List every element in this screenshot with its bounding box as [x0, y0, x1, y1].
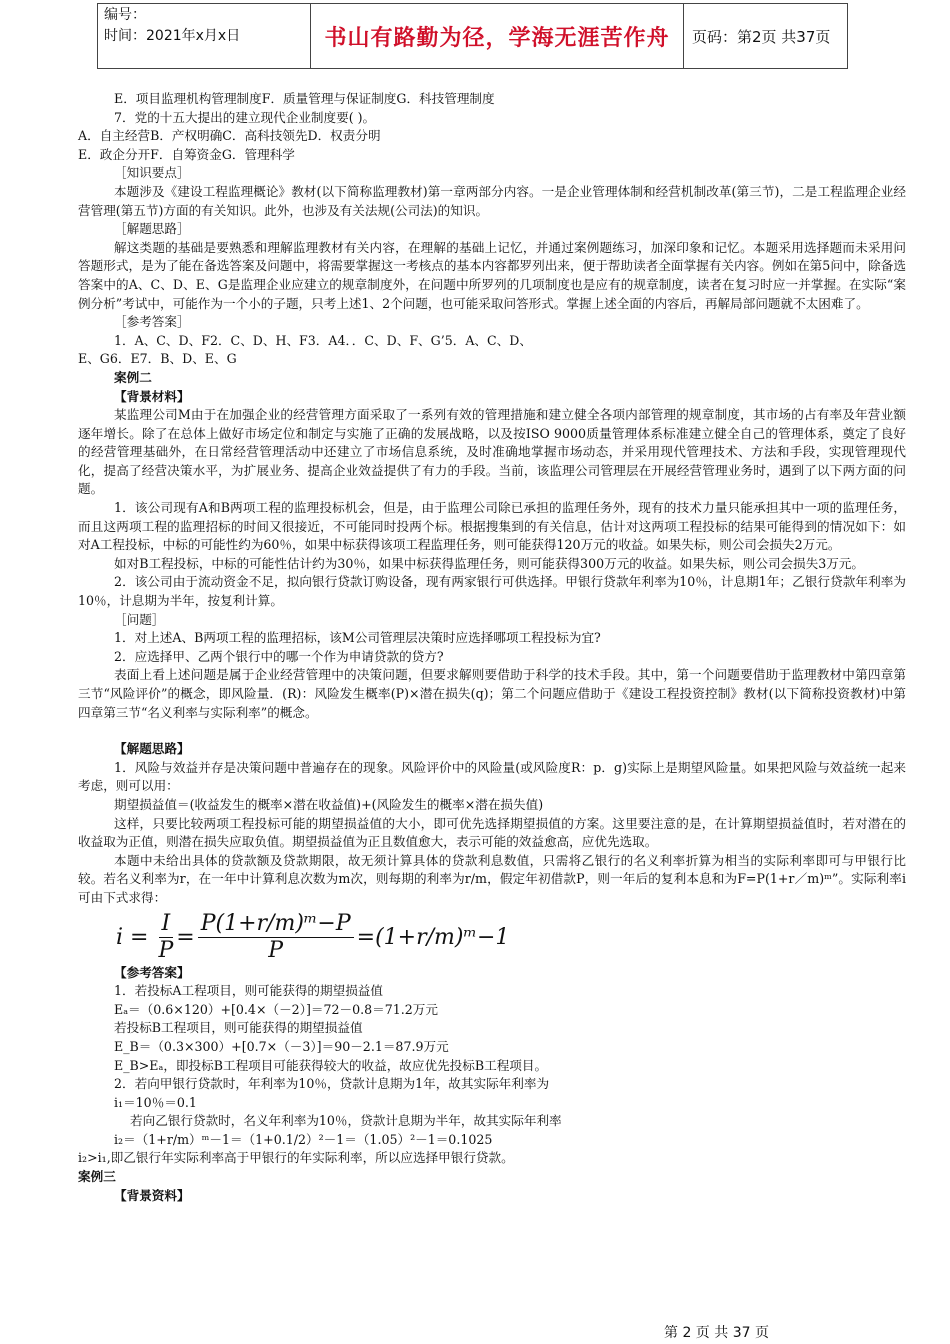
paragraph-line: 案例三	[78, 1169, 116, 1185]
paragraph-line: E．政企分开F．自筹资金G．管理科学	[78, 146, 295, 162]
paragraph-line: 2．若向甲银行贷款时，年利率为10％，贷款计息期为1年，故其实际年利率为	[114, 1076, 550, 1092]
paragraph-line: ［问题］	[114, 611, 165, 627]
page-footer: 第 2 页 共 37 页	[664, 1325, 769, 1341]
formula-f1-denominator: P	[158, 938, 174, 964]
formula-fraction-2	[198, 911, 354, 964]
paragraph-line: E、G6．E7．B、D、E、G	[78, 351, 237, 367]
paragraph-line: 若投标B工程项目，则可能获得的期望损益值	[114, 1020, 363, 1036]
paragraph-line: 2．该公司由于流动资金不足，拟向银行贷款订购设备，现有两家银行可供选择。甲银行贷款年利率为10％，计息期1年；乙银行贷款年利率为10％，计息期为半年，按复利计算。	[78, 574, 906, 609]
paragraph-line: 案例二	[114, 369, 152, 385]
paragraph-line: 本题涉及《建设工程监理概论》教材(以下简称监理教材)第一章两部分内容。一是企业管理体制和经营机制改革(第三节)，二是工程监理企业经营管理(第五节)方面的有关知识。此外，也涉及有关法规(公司法)的知识。	[78, 183, 906, 218]
real-interest-formula: i = $\frac{I}{P}$ = $\frac{\text{P(1+r/m)ᵐ−P}}{P}$ = (1+r/m)ᵐ−1	[116, 911, 510, 964]
formula-lhs: i	[116, 925, 124, 951]
paragraph-line: Eₐ＝（0.6×120）+[0.4×（－2）]＝72－0.8＝71.2万元	[114, 1001, 438, 1017]
paragraph-line: A．自主经营B．产权明确C．高科技领先D．权责分明	[78, 128, 381, 144]
paragraph-line: 解这类题的基础是要熟悉和理解监理教材有关内容，在理解的基础上记忆，并通过案例题练习，加深印象和记忆。本题采用选择题而未采用问答题形式，是为了能在备选答案及问题中，将需要掌握这一考核点的基本内容都罗列出来，便于帮助读者全面掌握有关内容。例如在第5问中，除备选答案中的A、C、D、E、G是监理企业应建立的规章制度外，在问题中所罗列的几项制度也是应有的规章制度，读者在复习时应一并掌握。在实际“案例分析”考试中，可能作为一个小的子题，只考上述1、2个问题，也可能采取问答形式。掌握上述全面的内容后，再解局部问题就不太困难了。	[78, 239, 906, 311]
formula-rhs: (1+r/m)ᵐ−1	[375, 925, 510, 951]
paragraph-line: 若向乙银行贷款时，名义年利率为10％，贷款计息期为半年，故其实际年利率	[130, 1113, 562, 1129]
paragraph-line: i₁＝10％＝0.1	[114, 1094, 197, 1110]
paragraph-line: 1．A、C、D、F2．C、D、H、F3．A4．．C、D、F、G’5．A、C、D、	[114, 332, 532, 348]
formula-fraction-1	[158, 911, 173, 964]
text-block-answers	[78, 964, 906, 1206]
paragraph-line: i₂>i₁,即乙银行年实际利率高于甲银行的年实际利率，所以应选择甲银行贷款。	[78, 1150, 514, 1166]
paragraph-line: 表面上看上述问题是属于企业经营管理中的决策问题，但要求解则要借助于科学的技术手段。其中，第一个问题要借助于监理教材中第四章第三节“风险评价”的概念，即风险量．(R)：风险发生概率(P)×潜在损失(q)；第二个问题应借助于《建设工程投资控制》教材(以下简称投资教材)中第四章第三节“名义利率与实际利率”的概念。	[78, 667, 906, 720]
paragraph-line: ［参考答案］	[114, 314, 190, 330]
paragraph-line: 【背景资料】	[114, 1187, 190, 1203]
header-page-info: 页码：第2页 共37页	[692, 27, 831, 46]
paragraph-line: 本题中未给出具体的贷款额及贷款期限，故无须计算具体的贷款利息数值，只需将乙银行的名义利率折算为相当的实际利率即可与甲银行比较。若名义利率为r，在一年中计算利息次数为m次，则每期的利率为r/m，假定年初借款P，则一年后的复利本息和为F=P(1+r／m)ᵐ”。实际利率i可由下式求得：	[78, 852, 906, 905]
paragraph-line: 【参考答案】	[114, 964, 190, 980]
header-motto: 书山有路勤为径，学海无涯苦作舟	[311, 4, 684, 68]
paragraph-line	[78, 722, 906, 740]
paragraph-line: 7．党的十五大提出的建立现代企业制度要( )。	[114, 109, 376, 125]
paragraph-line: E_B>Eₐ，即投标B工程项目可能获得较大的收益，故应优先投标B工程项目。	[114, 1057, 548, 1073]
paragraph-line: ［知识要点］	[114, 165, 190, 181]
paragraph-line: 【解题思路】	[114, 741, 190, 757]
paragraph-line: 【背景材料】	[114, 388, 190, 404]
paragraph-line: 2．应选择甲、乙两个银行中的哪一个作为申请贷款的贷方?	[114, 648, 444, 664]
paragraph-line: 1．对上述A、B两项工程的监理招标，该M公司管理层决策时应选择哪项工程投标为宜?	[114, 630, 601, 646]
formula-f1-numerator: I	[159, 911, 174, 938]
paragraph-line: 1．该公司现有A和B两项工程的监理投标机会，但是，由于监理公司除已承担的监理任务外，现有的技术力量只能承担其中一项的监理任务，而且这两项工程的监理招标的时间又很接近，不可能同时投两个标。根据搜集到的有关信息，估计对这两项工程投标的结果可能得到的情况如下：如对A工程投标，中标的可能性约为60％，如果中标获得该项工程监理任务，则可能获得120万元的收益。如果失标，则公司会损失2万元。	[78, 500, 906, 553]
paragraph-line: ［解题思路］	[114, 221, 190, 237]
header-time-label: 时间：2021年x月x日	[104, 28, 241, 44]
paragraph-line: 1．若投标A工程项目，则可能获得的期望损益值	[114, 983, 383, 999]
paragraph-line: 某监理公司M由于在加强企业的经营管理方面采取了一系列有效的管理措施和建立健全各项内部管理的规章制度，其市场的占有率及年营业额逐年增长。除了在总体上做好市场定位和制定与实施了正确的发展战略，以及按ISO 9000质量管理体系标准建立健全自己的管理体系，奠定了良好的经营管理基础外，在日常经营管理活动中还建立了市场信息系统，及时准确地掌握市场动态，并采用现代管理技术、方法和手段，实现管理现代化，提高了经营决策水平，为扩展业务、提高企业效益提供了有力的手段。当前，该监理公司管理层在开展经营管理业务时，遇到了以下两方面的问题。	[78, 407, 906, 497]
paragraph-line: E_B＝（0.3×300）+[0.7×（－3）]＝90－2.1＝87.9万元	[114, 1038, 449, 1054]
header-number-label: 编号：	[104, 7, 146, 23]
page-header	[97, 3, 848, 69]
paragraph-line: i₂＝（1+r/m）ᵐ－1＝（1+0.1/2）²－1＝（1.05）²－1＝0.1025	[114, 1131, 493, 1147]
paragraph-line: 如对B工程投标，中标的可能性估计约为30％，如果中标获得监理任务，则可能获得300万元的收益。如果失标，则公司会损失3万元。	[114, 555, 864, 571]
paragraph-line: 期望损益值＝(收益发生的概率×潜在收益值)+(风险发生的概率×潜在损失值)	[114, 796, 544, 812]
formula-f2-numerator: P(1+r/m)ᵐ−P	[198, 911, 354, 938]
header-meta	[98, 4, 311, 68]
document-body	[78, 90, 906, 1205]
formula-f2-denominator: P	[268, 938, 284, 964]
paragraph-line: 这样，只要比较两项工程投标可能的期望损益值的大小，即可优先选择期望损值的方案。这里要注意的是，在计算期望损益值时，若对潜在的收益取为正值，则潜在损失应取负值。期望损益值为正且数值愈大，表示可能的效益愈高，应优先选取。	[78, 815, 906, 850]
text-block-main	[78, 90, 906, 908]
paragraph-line: E．项目监理机构管理制度F．质量管理与保证制度G．科技管理制度	[114, 91, 495, 106]
paragraph-line: 1．风险与效益并存是决策问题中普遍存在的现象。风险评价中的风险量(或风险度R：p．g)实际上是期望风险量。如果把风险与效益统一起来考虑，则可以用：	[78, 759, 906, 794]
